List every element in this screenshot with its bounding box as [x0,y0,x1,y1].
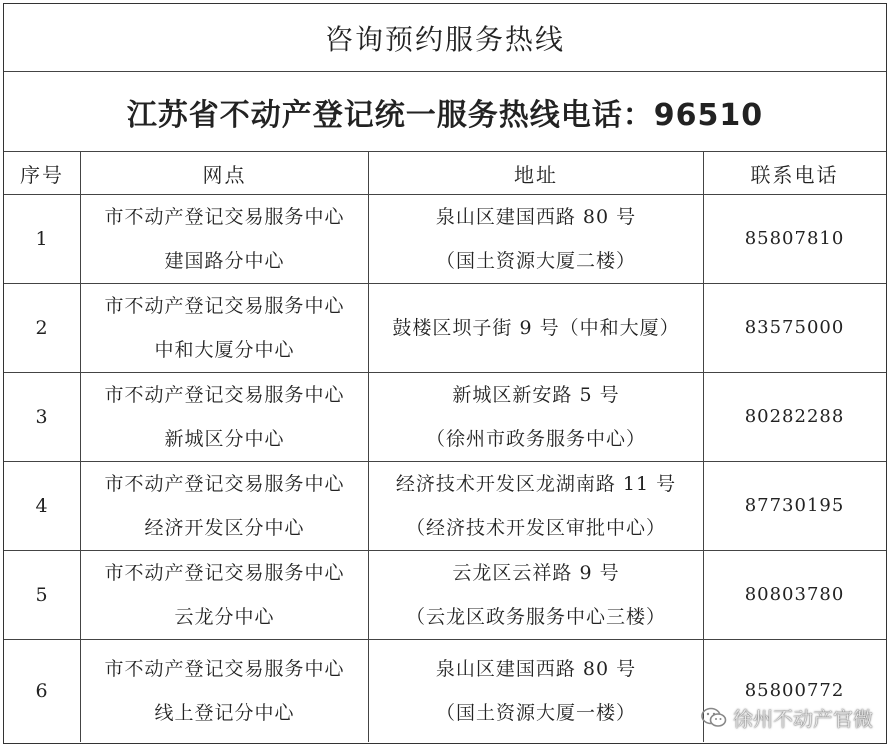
phone-cell [704,284,885,372]
row-number [4,195,81,283]
watermark [701,703,873,732]
address-cell-text: （国土资源大厦一楼） [435,702,636,724]
site-cell [81,640,369,742]
phone-cell [704,551,885,639]
wechat-icon [701,707,727,729]
address-cell-text: （徐州市政务服务中心） [425,428,646,450]
address-cell [369,462,704,550]
phone-cell [704,195,885,283]
site-cell [81,462,369,550]
site-cell-text: 市不动产登记交易服务中心 [104,384,345,406]
row-number [4,284,81,372]
row-number-text: 6 [35,680,49,702]
row-number [4,551,81,639]
address-cell [369,551,704,639]
hotline-text: 江苏省不动产登记统一服务热线电话：96510 [126,97,764,133]
address-cell-text: 新城区新安路 5 号 [452,384,620,406]
hotline-row [4,72,886,152]
site-cell-text: 市不动产登记交易服务中心 [104,658,345,680]
hotline-table [3,3,887,744]
phone-cell-text: 85807810 [744,228,845,249]
header-row [4,152,886,195]
row-number [4,640,81,742]
site-cell [81,195,369,283]
row-number-text: 2 [35,317,49,339]
address-cell [369,195,704,283]
phone-cell-text: 83575000 [744,317,845,338]
header-cell: 联系电话 [750,162,839,187]
phone-cell-text: 80282288 [744,406,845,427]
address-cell-text: 泉山区建国西路 80 号 [435,206,637,228]
address-cell-text: （云龙区政务服务中心三楼） [405,606,666,628]
site-cell [81,373,369,461]
table-title: 咨询预约服务热线 [324,22,565,56]
table-row [4,195,886,284]
site-cell [81,284,369,372]
table-row [4,551,886,640]
site-cell-text: 中和大厦分中心 [154,339,295,361]
table-row [4,284,886,373]
site-cell-text: 建国路分中心 [164,250,285,272]
address-cell [369,284,704,372]
site-cell-text: 经济开发区分中心 [144,517,305,539]
address-cell [369,373,704,461]
header-cell: 地址 [369,152,704,194]
address-cell-text: 经济技术开发区龙湖南路 11 号 [395,473,677,495]
header-cell: 网点 [81,152,369,194]
site-cell-text: 市不动产登记交易服务中心 [104,295,345,317]
site-cell-text: 市不动产登记交易服务中心 [104,562,345,584]
row-number-text: 4 [35,495,49,517]
row-number-text: 5 [35,584,49,606]
address-cell [369,640,704,742]
site-cell [81,551,369,639]
table-row [4,373,886,462]
site-cell-text: 新城区分中心 [164,428,285,450]
header-cell: 序号 [4,152,81,194]
address-cell-text: （经济技术开发区审批中心） [405,517,666,539]
site-cell-text: 线上登记分中心 [154,702,295,724]
table-row [4,462,886,551]
phone-cell [704,462,885,550]
phone-cell-text: 85800772 [744,680,845,701]
phone-cell-text: 80803780 [744,584,845,605]
site-cell-text: 市不动产登记交易服务中心 [104,473,345,495]
site-cell-text: 市不动产登记交易服务中心 [104,206,345,228]
row-number-text: 1 [35,228,49,250]
row-number [4,462,81,550]
table-title-row [4,4,886,72]
watermark-text: 徐州不动产官微 [733,707,873,731]
site-cell-text: 云龙分中心 [174,606,275,628]
address-cell-text: 泉山区建国西路 80 号 [435,658,637,680]
address-cell-text: （国土资源大厦二楼） [435,250,636,272]
phone-cell-text: 87730195 [744,495,845,516]
row-number [4,373,81,461]
address-cell-text: 鼓楼区坝子街 9 号（中和大厦） [392,317,680,339]
row-number-text: 3 [35,406,49,428]
phone-cell [704,373,885,461]
address-cell-text: 云龙区云祥路 9 号 [452,562,620,584]
